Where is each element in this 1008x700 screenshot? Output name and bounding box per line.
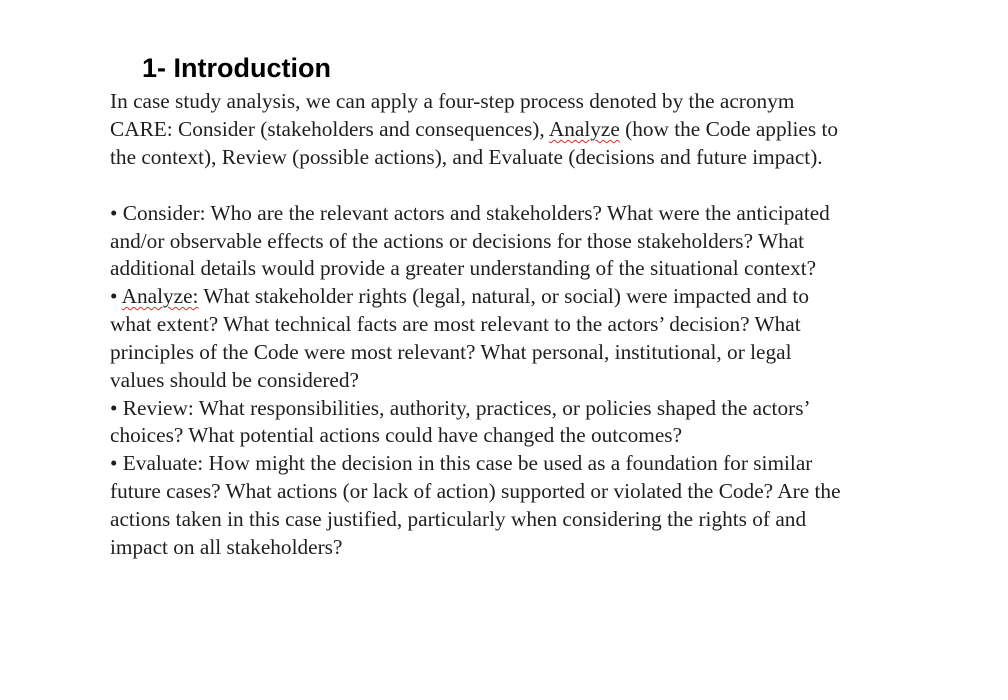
- bullet-analyze-text: What stakeholder rights (legal, natural, or social) were impacted and to: [198, 284, 809, 308]
- bullet-analyze: [110, 282, 940, 394]
- bullet-review-line: • Review: What responsibilities, authority, practices, or policies shaped the actors’: [110, 396, 811, 420]
- bullet-evaluate: [110, 449, 940, 561]
- intro-line-3: the context), Review (possible actions), and Evaluate (decisions and future impact).: [110, 145, 823, 169]
- bullet-consider-line: additional details would provide a greater understanding of the situational context?: [110, 256, 817, 280]
- bullet-review: [110, 394, 940, 449]
- bullet-evaluate-line: actions taken in this case justified, particularly when considering the rights of and: [110, 507, 807, 531]
- bullet-analyze-line: [110, 282, 940, 310]
- bullet-evaluate-line: future cases? What actions (or lack of action) supported or violated the Code? Are the: [110, 479, 841, 503]
- bullet-consider: [110, 199, 940, 282]
- spellcheck-flagged-word[interactable]: Analyze: [548, 117, 620, 141]
- bullet-review-line: choices? What potential actions could have changed the outcomes?: [110, 423, 683, 447]
- bullet-analyze-line: values should be considered?: [110, 368, 359, 392]
- bullet-consider-line: • Consider: Who are the relevant actors and stakeholders? What were the anticipated: [110, 201, 830, 225]
- bullet-evaluate-line: impact on all stakeholders?: [110, 535, 343, 559]
- intro-line-2: [110, 115, 940, 143]
- care-bullet-list: [110, 199, 940, 561]
- bullet-evaluate-line: • Evaluate: How might the decision in this case be used as a foundation for similar: [110, 451, 813, 475]
- intro-line-2-start: CARE: Consider (stakeholders and consequences),: [110, 117, 549, 141]
- spellcheck-flagged-word[interactable]: Analyze:: [121, 284, 199, 308]
- intro-line-1: In case study analysis, we can apply a four-step process denoted by the acronym: [110, 89, 795, 113]
- intro-paragraph: [110, 87, 940, 171]
- intro-line-2-end: (how the Code applies to: [619, 117, 839, 141]
- section-heading: 1- Introduction: [142, 53, 331, 83]
- bullet-consider-line: and/or observable effects of the actions or decisions for those stakeholders? What: [110, 229, 805, 253]
- bullet-analyze-line: principles of the Code were most relevant? What personal, institutional, or legal: [110, 340, 792, 364]
- bullet-marker: •: [110, 284, 122, 308]
- bullet-analyze-line: what extent? What technical facts are most relevant to the actors’ decision? What: [110, 312, 801, 336]
